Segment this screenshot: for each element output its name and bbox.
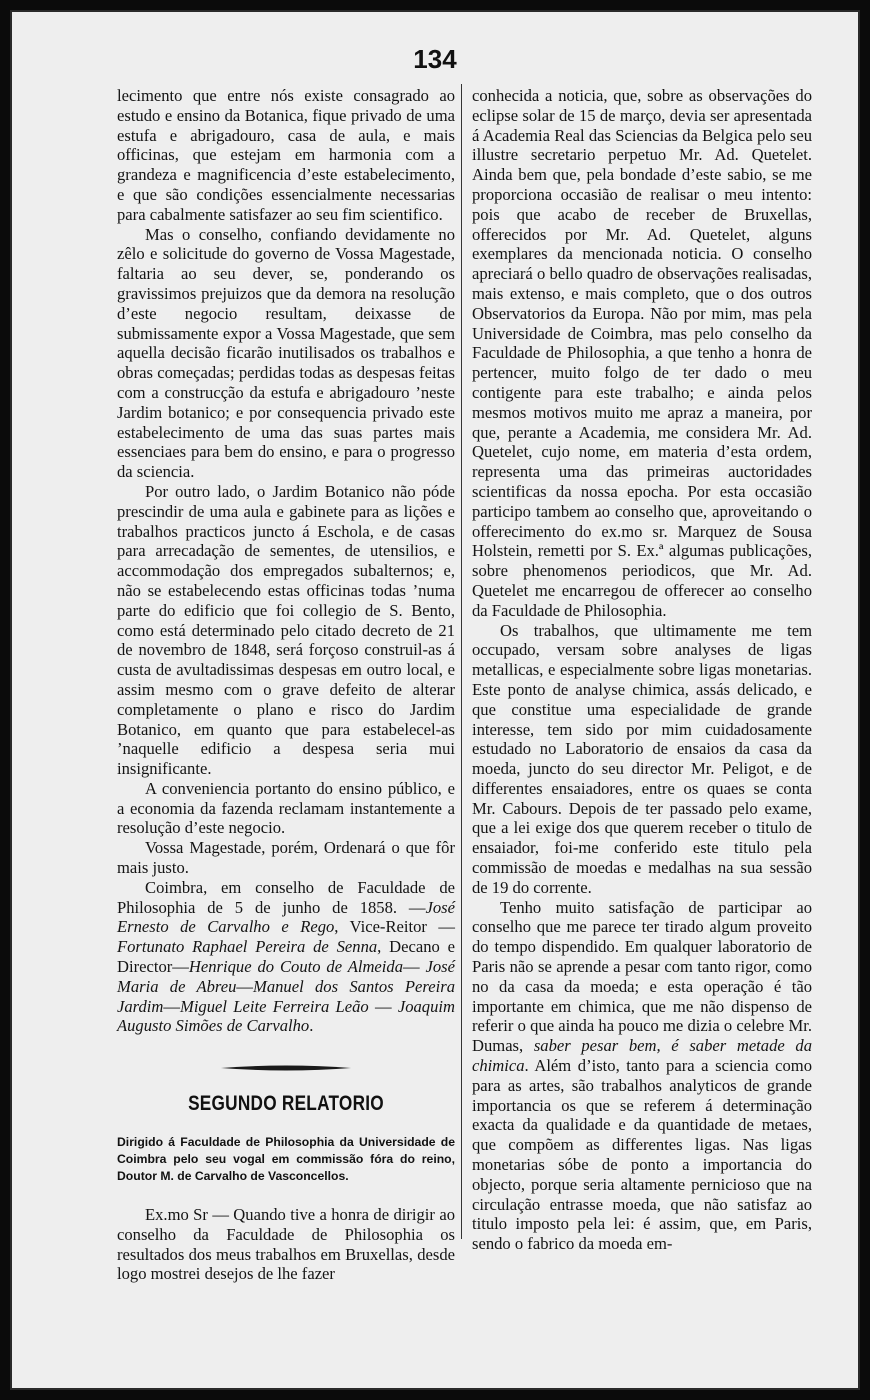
paragraph xyxy=(472,898,812,1254)
quote: saber pesar bem, é saber metade da chimica xyxy=(472,1036,812,1076)
signatory-name: Manuel dos Santos Pereira Jardim xyxy=(117,976,455,1016)
signature-block xyxy=(117,878,455,1036)
paragraph-text: Tenho muito satisfação de participar ao conselho que me parece ter tirado algum proveito do tempo dispendido. Em qualquer laboratorio de Paris não se aprende a pesar com tanto rigor, como no da casa da moeda; e esta operação é tão importante em chimica, que me não dispenso de referir o que ainda ha pouco me dizia o celebre Mr. Dumas, xyxy=(472,897,812,1056)
signature-intro: Coimbra, em conselho de Faculdade de Philosophia de 5 de junho de 1858. — xyxy=(117,877,455,917)
signatory-name: José Maria de Abreu xyxy=(117,957,455,996)
signature-text: — xyxy=(368,996,392,1016)
signature-text: — xyxy=(403,957,420,977)
section-heading: SEGUNDO RELATORIO xyxy=(188,1092,384,1116)
signature-text: , Vice-Reitor — xyxy=(334,917,455,937)
signature-text: . xyxy=(309,1016,314,1036)
right-column xyxy=(472,86,812,1254)
column-divider xyxy=(461,84,462,1239)
section-subheading: Dirigido á Faculdade de Philosophia da Universidade de Coimbra pelo seu vogal em commissão fóra do reino, Doutor M. de Carvalho de Vasconcellos. xyxy=(117,1135,455,1184)
newspaper-page xyxy=(10,10,860,1390)
signature-text: , Decano e Director— xyxy=(117,937,455,977)
paragraph: A conveniencia portanto do ensino público, e a economia da fazenda reclamam instantemente a resolução d’este negocio. xyxy=(117,778,455,838)
ornament-rule-icon xyxy=(221,1064,351,1072)
paragraph: Ex.mo Sr — Quando tive a honra de dirigir ao conselho da Faculdade de Philosophia os resultados dos meus trabalhos em Bruxellas, desde logo mostrei desejos de lhe fazer xyxy=(117,1205,455,1284)
paragraph: Mas o conselho, confiando devidamente no zêlo e solicitude do governo de Vossa Magestade, faltaria ao seu dever, se, ponderando os gravissimos prejuizos que da demora na resolução d’este negocio resultam, deixasse de submissamente expor a Vossa Magestade, que sem aquella decisão ficarão inutilisados os trabalhos e obras começadas; perdidas todas as despesas feitas com a construcção da estufa e abrigadouro ’neste Jardim botanico; e por consequencia privado este estabelecimento de uma das suas partes mais essenciaes para bem do ensino, e para o progresso da sciencia. xyxy=(117,224,455,482)
paragraph: conhecida a noticia, que, sobre as observações do eclipse solar de 15 de março, devia ser apresentada á Academia Real das Sciencias da Belgica pelo seu illustre secretario perpetuo Mr. Ad. Quetelet. Ainda bem que, pela bondade d’este sabio, se me proporciona occasião de realisar o meu intento: pois que acabo de receber de Bruxellas, offerecidos por Mr. Ad. Quetelet, alguns exemplares da mencionada noticia. O conselho apreciará o bello quadro de observações realisadas, mais extenso, e mais completo, que o dos outros Observatorios da Europa. Não por mim, mas pela Universidade de Coimbra, mas pelo conselho da Faculdade de Philosophia, a que tenho a honra de pertencer, muito folgo de ter dado o meu contigente para este trabalho; e ainda pelos mesmos motivos muito me apraz a maneira, por que, perante a Academia, me considera Mr. Ad. Quetelet, cujo nome, em materia d’esta ordem, representa uma das primeiras auctoridades scientificas da nossa epocha. Por esta occasião participo tambem ao conselho que, aproveitando o offerecimento do ex.mo sr. Marquez de Sousa Holstein, remetti por S. Ex.ª algumas publicações, sobre phenomenos periodicos, que Mr. Ad. Quetelet me encarregou de offerecer ao conselho da Faculdade de Philosophia. xyxy=(472,86,812,620)
signatory-name: José Ernesto de Carvalho e Rego xyxy=(117,897,455,937)
page-number: 134 xyxy=(413,44,457,74)
paragraph-text: . Além d’isto, tanto para a sciencia como para as artes, são trabalhos analyticos de grande importancia os que se referem á determinação exacta da qualidade e da quantidade de metaes, que compõem as differentes ligas. Nas ligas monetarias sóbe de ponto a importancia do objecto, porque seria altamente pernicioso que na circulação entrasse moeda, que não satisfaz ao titulo imposto pela lei: é assim, que, em Paris, sendo o fabrico da moeda em- xyxy=(472,1056,812,1254)
paragraph: Os trabalhos, que ultimamente me tem occupado, versam sobre analyses de ligas metallicas, e especialmente sobre ligas monetarias. Este ponto de analyse chimica, assás delicado, e que constitue uma especialidade de grande interesse, tem sido por mim cuidadosamente estudado no Laboratorio de ensaios da casa da moeda, juncto do seu director Mr. Peligot, e de differentes ensaiadores, entre os quaes se conta Mr. Cabours. Depois de ter passado pelo exame, que a lei exige dos que querem receber o titulo de ensaiador, foi-me conferido este titulo pela commissão de moedas e medalhas na sua sessão de 19 do corrente. xyxy=(472,620,812,897)
paragraph: Por outro lado, o Jardim Botanico não póde prescindir de uma aula e gabinete para as lições e trabalhos practicos juncto á Eschola, e de casas para arrecadação de sementes, de utensilios, e accommodação dos empregados subalternos; e, não se estabelecendo estas officinas todas ’numa parte do edificio que foi collegio de S. Bento, como está determinado pelo citado decreto de 21 de novembro de 1848, será forçoso construil-as á custa de avultadissimas despesas em outro local, e assim mesmo com o grave defeito de alterar completamente o plano e risco do Jardim Botanico, em quanto que para estabelecel-as ’naquelle edificio a despesa seria mui insignificante. xyxy=(117,481,455,779)
signatory-name: Joaquim Augusto Simões de Carvalho xyxy=(117,996,455,1036)
signatory-name: Fortunato Raphael Pereira de Senna xyxy=(117,937,378,957)
left-column xyxy=(117,86,455,1284)
signatory-name: Miguel Leite Ferreira Leão xyxy=(180,996,369,1016)
signature-text: — xyxy=(236,976,253,996)
paragraph: Vossa Magestade, porém, Ordenará o que fôr mais justo. xyxy=(117,838,455,878)
paragraph: lecimento que entre nós existe consagrado ao estudo e ensino da Botanica, fique privado de uma estufa e abrigadouro, casa de aula, e mais officinas, que estejam em harmonia com a grandeza e magnificencia d’este estabelecimento, e que são condições essencialmente necessarias para cabalmente satisfazer ao seu fim scientifico. xyxy=(117,86,455,224)
signature-text: — xyxy=(163,996,180,1016)
signatory-name: Henrique do Couto de Almeida xyxy=(188,957,403,977)
